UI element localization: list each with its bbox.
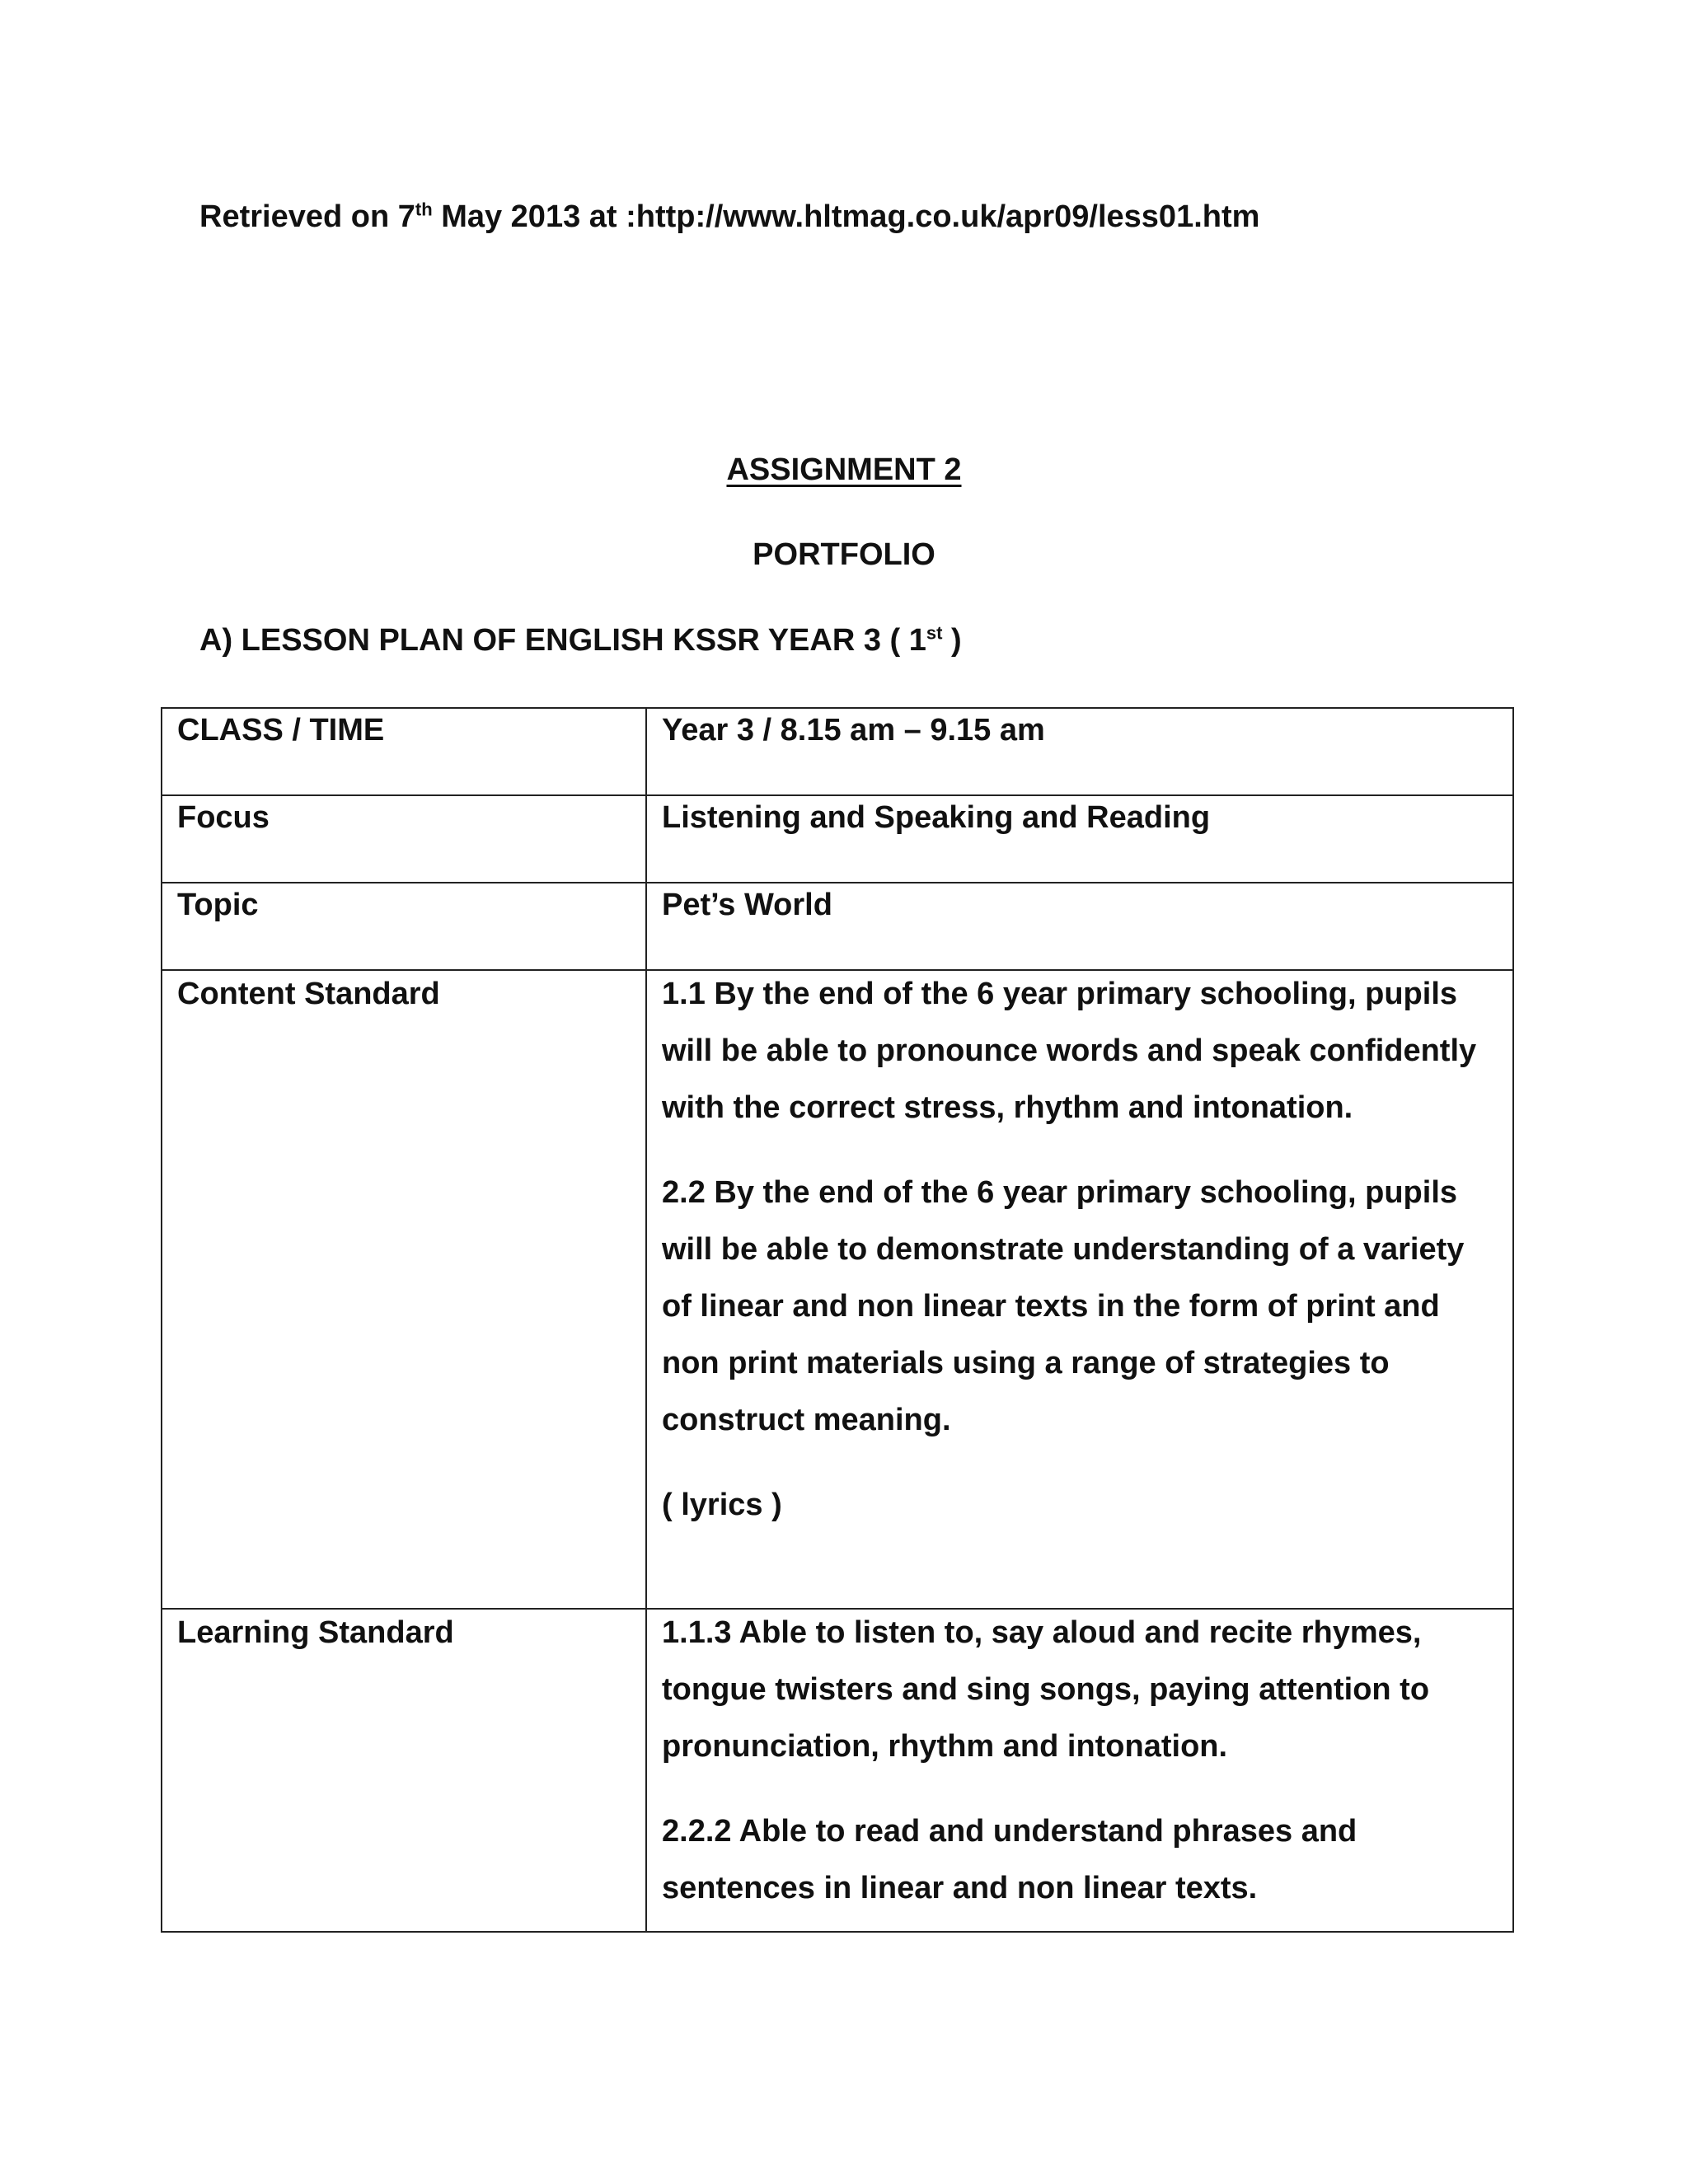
table-row-learning-standard [162, 1609, 1513, 1932]
content-standard-2-2: 2.2 By the end of the 6 year primary schooling, pupils will be able to demonstrate understanding of a variety of linear and non linear texts in the form of print and non print materials using a range of strategies to construct meaning. [662, 1175, 1465, 1437]
row-label-cell [162, 883, 646, 970]
row-label-cell [162, 708, 646, 795]
row-value-cell [646, 883, 1513, 970]
lesson-heading-ordinal-suffix: st [926, 622, 943, 644]
retrieved-ordinal-suffix: th [415, 199, 433, 220]
row-label: Topic [177, 888, 259, 922]
lesson-plan-heading [199, 621, 962, 659]
row-label: Focus [177, 800, 270, 835]
row-value-cell [646, 708, 1513, 795]
row-value-cell [646, 1609, 1513, 1932]
content-standard-1-1: 1.1 By the end of the 6 year primary schooling, pupils will be able to pronounce words and speak confidently with the correct stress, rhythm and intonation. [662, 977, 1477, 1125]
row-value-cell [646, 795, 1513, 883]
table-row-focus [162, 795, 1513, 883]
row-label-cell [162, 795, 646, 883]
lesson-plan-table [161, 707, 1514, 1933]
table-row-class-time [162, 708, 1513, 795]
lesson-heading-suffix: ) [942, 623, 962, 658]
row-value: Listening and Speaking and Reading [662, 800, 1211, 835]
row-label-cell [162, 970, 646, 1609]
row-label: CLASS / TIME [177, 713, 385, 748]
row-value: Pet’s World [662, 888, 832, 922]
learning-standard-2-2-2: 2.2.2 Able to read and understand phrases and sentences in linear and non linear texts. [662, 1814, 1357, 1905]
lesson-heading-prefix: A) LESSON PLAN OF ENGLISH KSSR YEAR 3 ( 1 [199, 623, 926, 658]
content-standard-note: ( lyrics ) [662, 1488, 782, 1522]
learning-standard-1-1-3: 1.1.3 Able to listen to, say aloud and recite rhymes, tongue twisters and sing songs, paying attention to pronunciation, rhythm and intonation. [662, 1615, 1430, 1764]
row-label: Content Standard [177, 977, 440, 1011]
assignment-title: ASSIGNMENT 2 [726, 452, 962, 487]
table-row-content-standard [162, 970, 1513, 1609]
retrieved-source-line [199, 198, 1259, 236]
row-label: Learning Standard [177, 1615, 454, 1650]
row-value: Year 3 / 8.15 am – 9.15 am [662, 713, 1045, 748]
portfolio-title: PORTFOLIO [753, 537, 935, 572]
retrieved-url-text: May 2013 at :http://www.hltmag.co.uk/apr09/less01.htm [432, 199, 1260, 234]
row-value-cell [646, 970, 1513, 1609]
table-row-topic [162, 883, 1513, 970]
retrieved-prefix: Retrieved on 7 [199, 199, 415, 234]
row-label-cell [162, 1609, 646, 1932]
